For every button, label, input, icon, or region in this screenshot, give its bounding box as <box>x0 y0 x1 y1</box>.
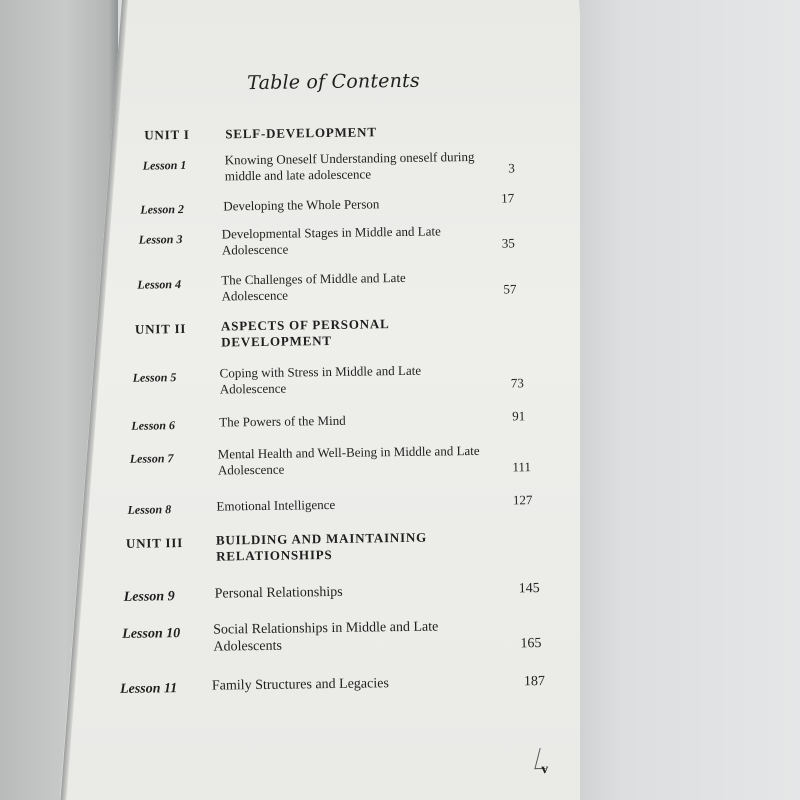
page-title: Table of Contents <box>247 69 421 95</box>
unit-title: ASPECTS OF PERSONAL DEVELOPMENT <box>220 316 389 350</box>
lesson-page: 17 <box>501 190 515 206</box>
lesson-page: 127 <box>512 492 533 508</box>
lesson-page: 187 <box>523 674 546 690</box>
unit-number: UNIT II <box>134 320 187 337</box>
unit-title: SELF-DEVELOPMENT <box>225 124 377 142</box>
lesson-page: 145 <box>518 581 540 597</box>
lesson-label: Lesson 7 <box>129 451 174 466</box>
lesson-label: Lesson 10 <box>122 626 181 642</box>
lesson-page: 165 <box>520 636 542 652</box>
unit-number: UNIT III <box>125 535 184 551</box>
lesson-title: Mental Health and Well-Being in Middle and Late Adolescence <box>217 442 480 478</box>
lesson-label: Lesson 8 <box>127 502 172 517</box>
lesson-label: Lesson 4 <box>137 277 182 292</box>
lesson-title: The Powers of the Mind <box>219 412 346 430</box>
lesson-title: Emotional Intelligence <box>216 496 336 514</box>
lesson-label: Lesson 11 <box>119 681 178 697</box>
lesson-page: 111 <box>512 459 532 475</box>
lesson-title: The Challenges of Middle and Late Adolescence <box>221 269 406 304</box>
lesson-title: Developing the Whole Person <box>223 196 380 214</box>
lesson-title: Personal Relationships <box>214 584 343 602</box>
unit-title: BUILDING AND MAINTAINING RELATIONSHIPS <box>215 529 428 564</box>
page-number: v <box>541 761 549 778</box>
lesson-title: Knowing Oneself Understanding oneself during middle and late adolescence <box>224 148 475 184</box>
lesson-title: Developmental Stages in Middle and Late Adolescence <box>221 223 441 258</box>
lesson-title: Coping with Stress in Middle and Late Adolescence <box>219 362 422 397</box>
lesson-page: 73 <box>510 375 524 391</box>
lesson-label: Lesson 6 <box>131 418 176 433</box>
lesson-label: Lesson 2 <box>140 201 185 217</box>
lesson-title: Social Relationships in Middle and Late Adolescents <box>213 619 439 655</box>
lesson-label: Lesson 1 <box>142 157 187 173</box>
lesson-page: 91 <box>512 408 526 424</box>
lesson-label: Lesson 5 <box>132 370 177 385</box>
unit-number: UNIT I <box>144 126 190 143</box>
lesson-label: Lesson 3 <box>138 232 183 247</box>
lesson-label: Lesson 9 <box>123 589 175 605</box>
lesson-title: Family Structures and Legacies <box>211 676 389 694</box>
lesson-page: 57 <box>503 281 517 297</box>
lesson-page: 35 <box>501 235 515 251</box>
lesson-page: 3 <box>508 160 515 176</box>
